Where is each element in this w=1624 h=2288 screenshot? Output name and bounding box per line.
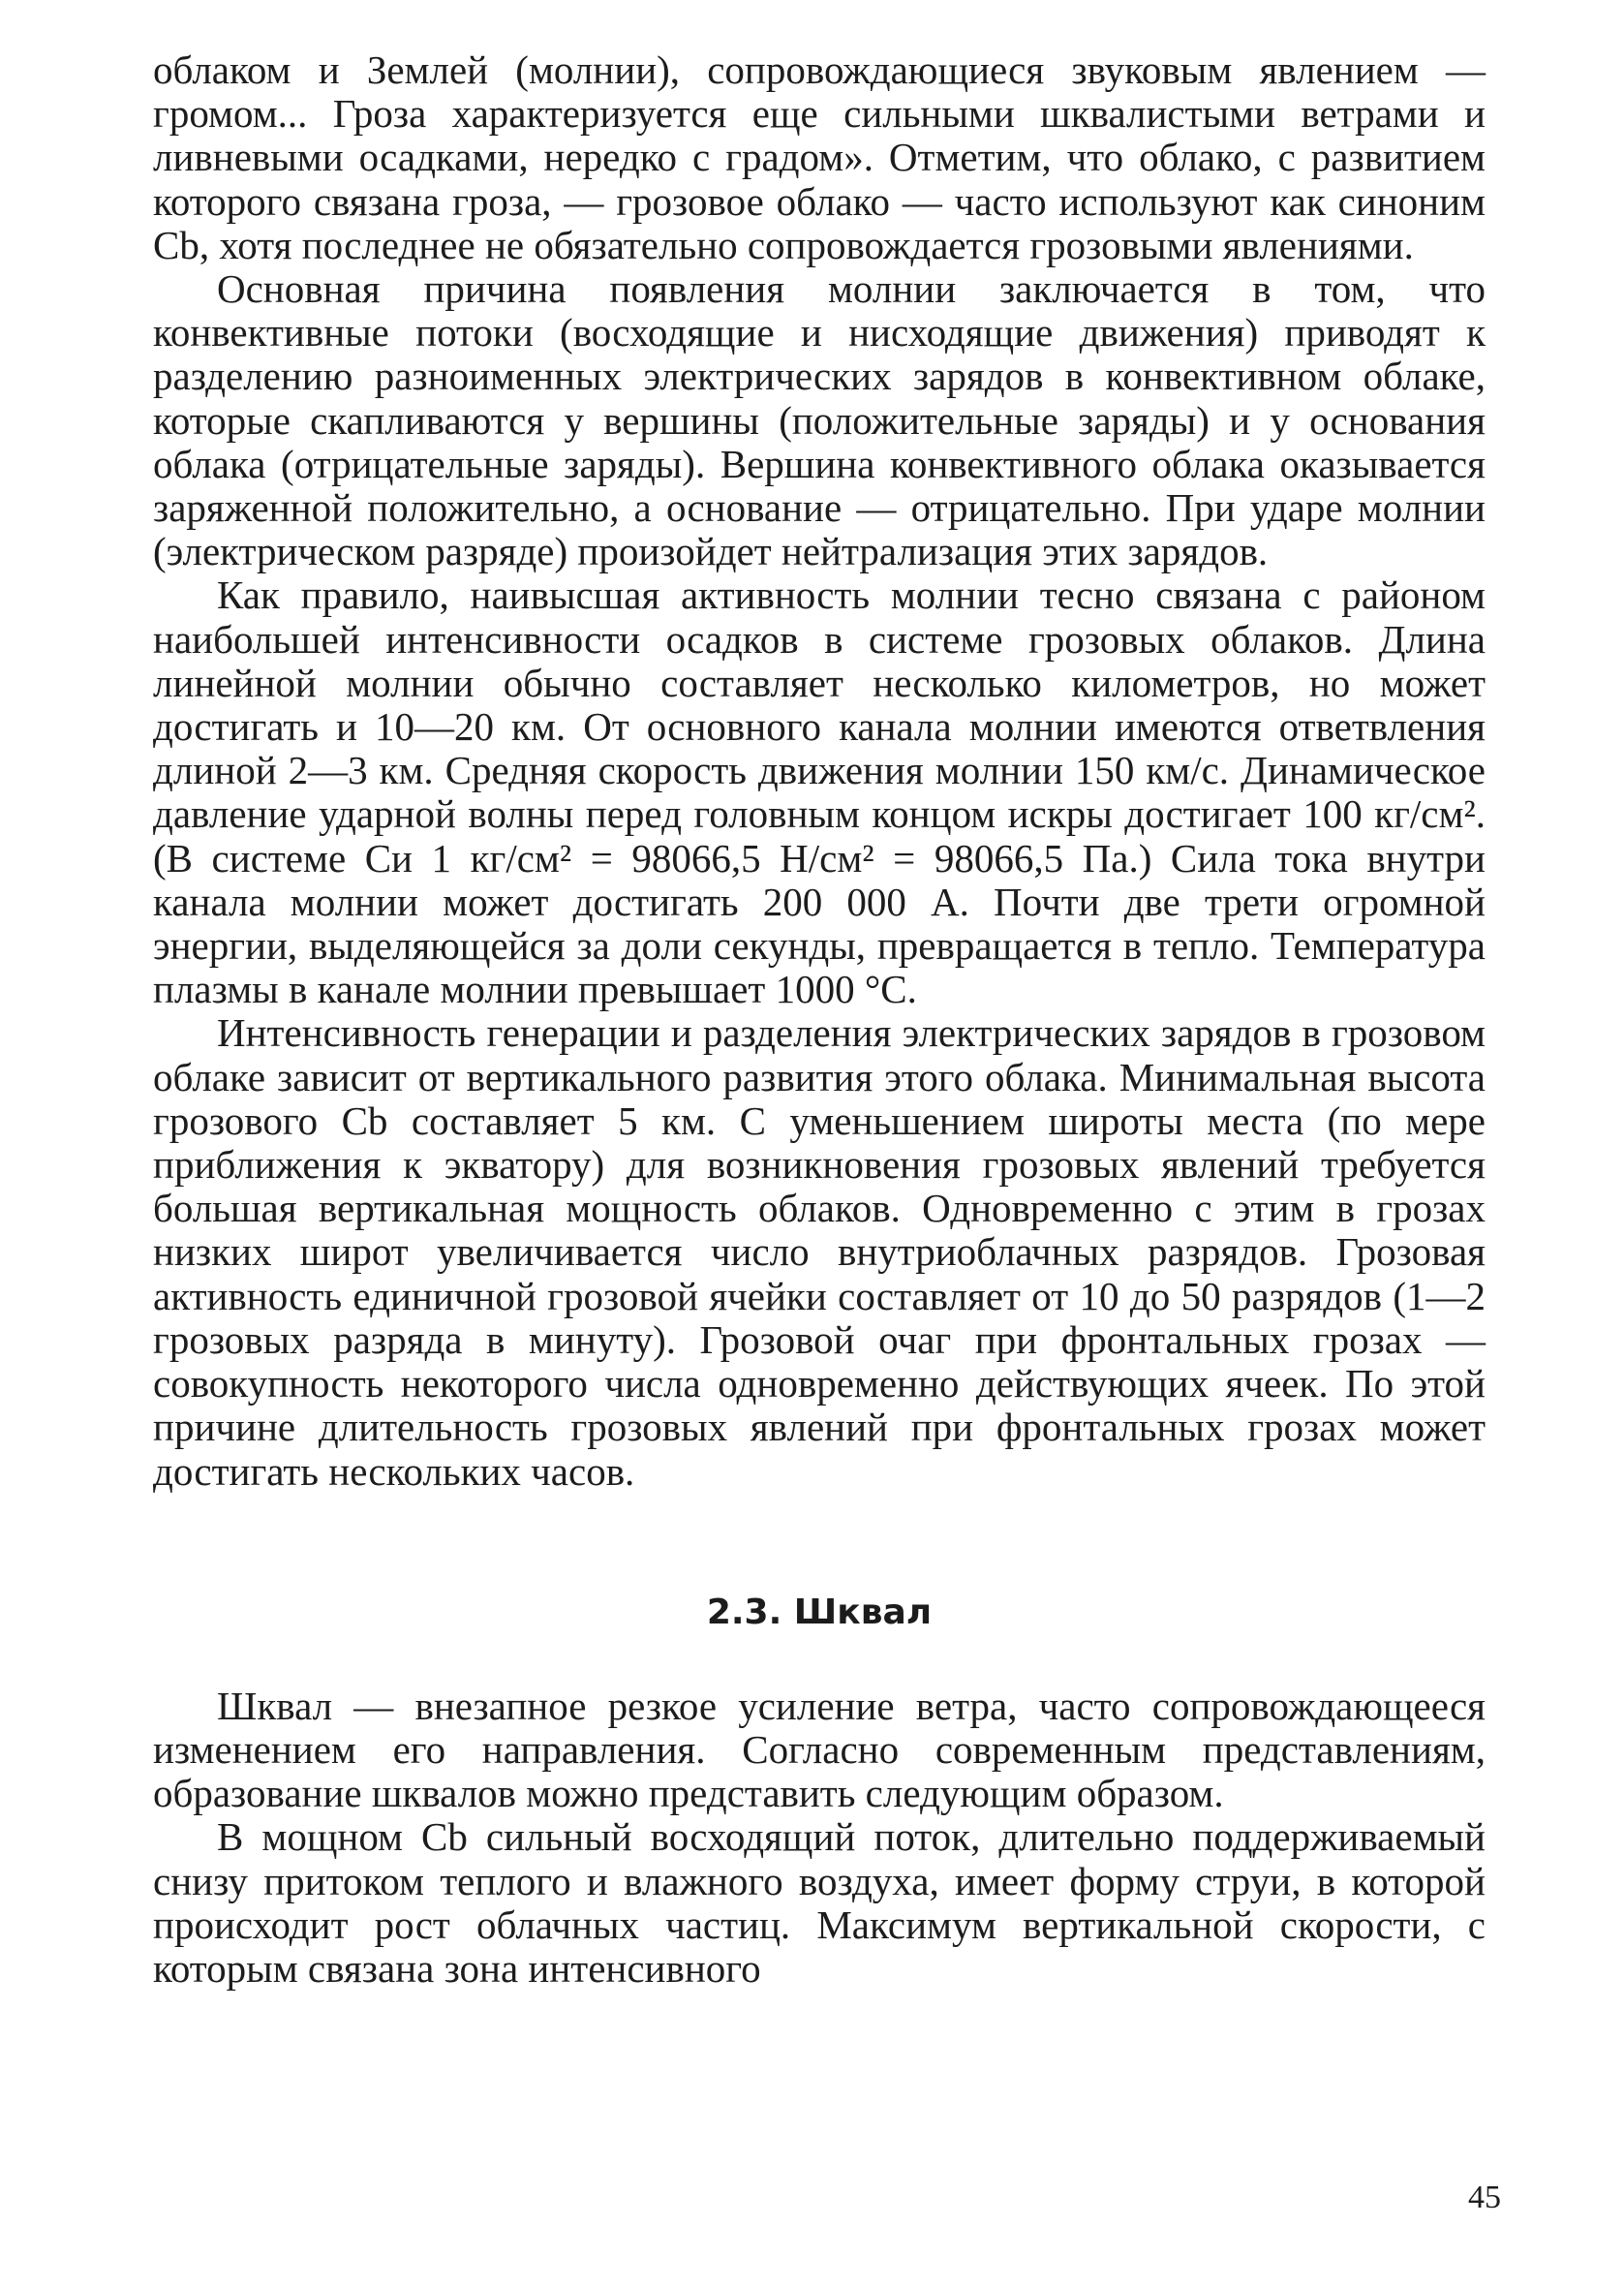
paragraph-1: облаком и Землей (молнии), сопровождающиеся звуковым явлением — громом... Гроза характеризуется еще сильными шквалистыми ветрами и ливневыми осадками, нередко с градом». Отметим, что облако, с развитием которого связана гроза, — грозовое облако — часто используют как синоним Cb, хотя последнее не обязательно сопровождается грозовыми явлениями. (153, 47, 1486, 267)
page-number: 45 (1468, 2180, 1501, 2215)
section-heading: 2.3. Шквал (706, 1592, 933, 1632)
paragraph-6: В мощном Cb сильный восходящий поток, длительно поддерживаемый снизу притоком теплого и влажного воздуха, имеет форму струи, в которой происходит рост облачных частиц. Максимум вертикальной скорости, с которым связана зона интенсивного (153, 1814, 1486, 1991)
paragraph-4: Интенсивность генерации и разделения электрических зарядов в грозовом облаке зависит от вертикального развития этого облака. Минимальная высота грозового Cb составляет 5 км. С уменьшением широты места (по мере приближения к экватору) для возникновения грозовых явлений требуется большая вертикальная мощность облаков. Одновременно с этим в грозах низких широт увеличивается число внутриоблачных разрядов. Грозовая активность единичной грозовой ячейки составляет от 10 до 50 разрядов (1—2 грозовых разряда в минуту). Грозовой очаг при фронтальных грозах — совокупность некоторого числа одновременно действующих ячеек. По этой причине длительность грозовых явлений при фронтальных грозах может достигать нескольких часов. (153, 1010, 1486, 1494)
paragraph-5: Шквал — внезапное резкое усиление ветра, часто сопровождающееся изменением его направления. Согласно современным представлениям, образование шквалов можно представить следующим образом. (153, 1683, 1486, 1816)
page-body (153, 48, 1486, 1991)
paragraph-3: Как правило, наивысшая активность молнии тесно связана с районом наибольшей интенсивности осадков в системе грозовых облаков. Длина линейной молнии обычно составляет несколько километров, но может достигать и 10—20 км. От основного канала молнии имеются ответвления длиной 2—3 км. Средняя скорость движения молнии 150 км/с. Динамическое давление ударной волны перед головным концом искры достигает 100 кг/см². (В системе Си 1 кг/см² = 98066,5 Н/см² = 98066,5 Па.) Сила тока внутри канала молнии может достигать 200 000 А. Почти две трети огромной энергии, выделяющейся за доли секунды, превращается в тепло. Температура плазмы в канале молнии превышает 1000 °С. (153, 572, 1486, 1012)
paragraph-2: Основная причина появления молнии заключается в том, что конвективные потоки (восходящие и нисходящие движения) приводят к разделению разноименных электрических зарядов в конвективном облаке, которые скапливаются у вершины (положительные заряды) и у основания облака (отрицательные заряды). Вершина конвективного облака оказывается заряженной положительно, а основание — отрицательно. При ударе молнии (электрическом разряде) произойдет нейтрализация этих зарядов. (153, 266, 1486, 574)
